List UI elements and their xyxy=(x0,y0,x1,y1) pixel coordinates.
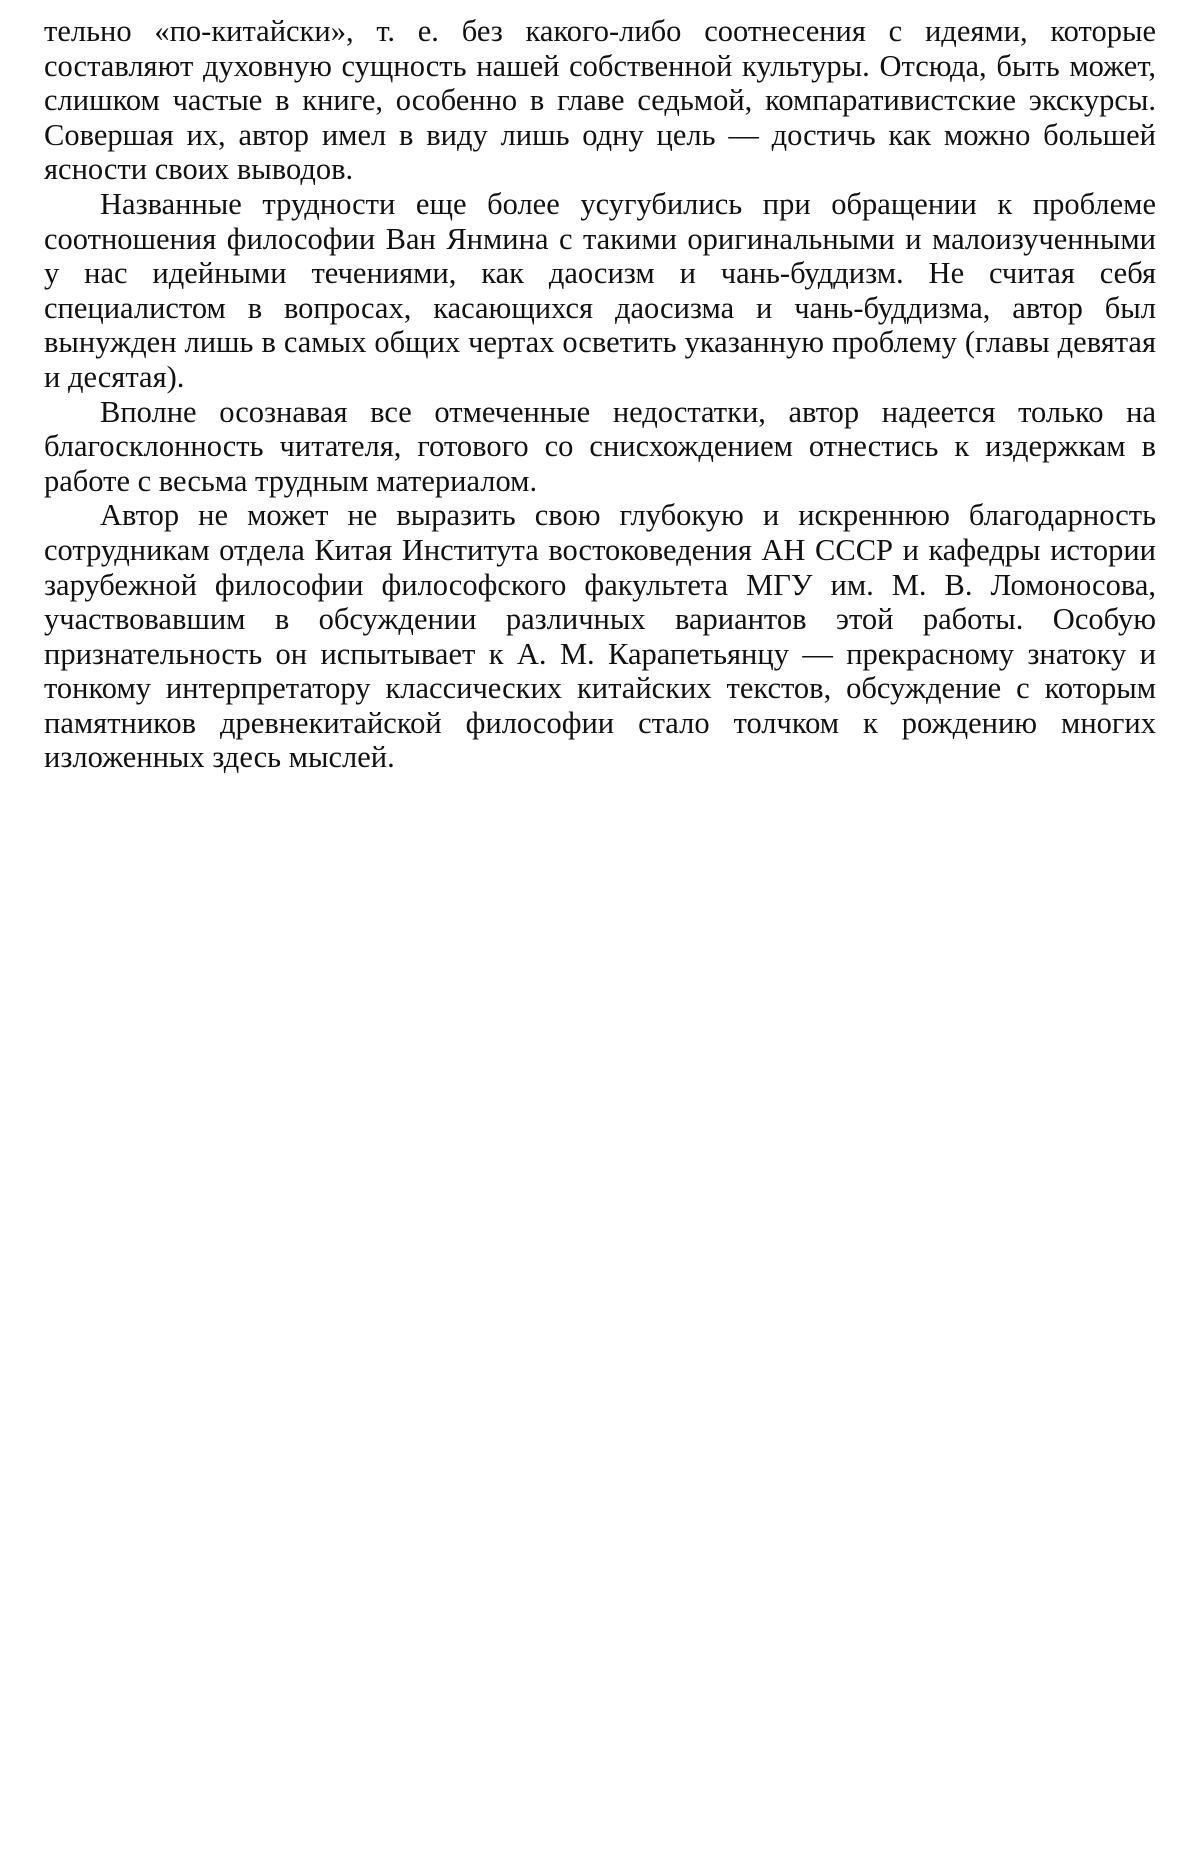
paragraph-shortcomings: Вполне осознавая все отмеченные недостатки, автор надеется только на благосклонность читателя, готового со снисхождением отнестись к издержкам в работе с весьма трудным материалом. xyxy=(44,394,1156,498)
paragraph-difficulties: Названные трудности еще более усугубились при обращении к проблеме соотношения философии Ван Янмина с такими оригинальными и малоизученными у нас идейными течениями, как даосизм и чань-буддизм. Не считая себя специалистом в вопросах, касающихся даосизма и чань-буддизма, автор был вынужден лишь в самых общих чертах осветить указанную проблему (главы девятая и десятая). xyxy=(44,186,1156,394)
body-text xyxy=(44,14,1156,775)
paragraph-acknowledgements: Автор не может не выразить свою глубокую и искреннюю благодарность сотрудникам отдела Китая Института востоковедения АН СССР и кафедры истории зарубежной философии философского факультета МГУ им. М. В. Ломоносова, участвовавшим в обсуждении различных вариантов этой работы. Особую признательность он испытывает к А. М. Карапетьянцу — прекрасному знатоку и тонкому интерпретатору классических китайских текстов, обсуждение с которым памятников древнекитайской философии стало толчком к рождению многих изложенных здесь мыслей. xyxy=(44,498,1156,775)
paragraph-continued: тельно «по-китайски», т. е. без какого-либо соотнесения с идеями, которые составляют духовную сущность нашей собственной культуры. Отсюда, быть может, слишком частые в книге, особенно в главе седьмой, компаративистские экскурсы. Совершая их, автор имел в виду лишь одну цель — достичь как можно большей ясности своих выводов. xyxy=(44,14,1156,187)
